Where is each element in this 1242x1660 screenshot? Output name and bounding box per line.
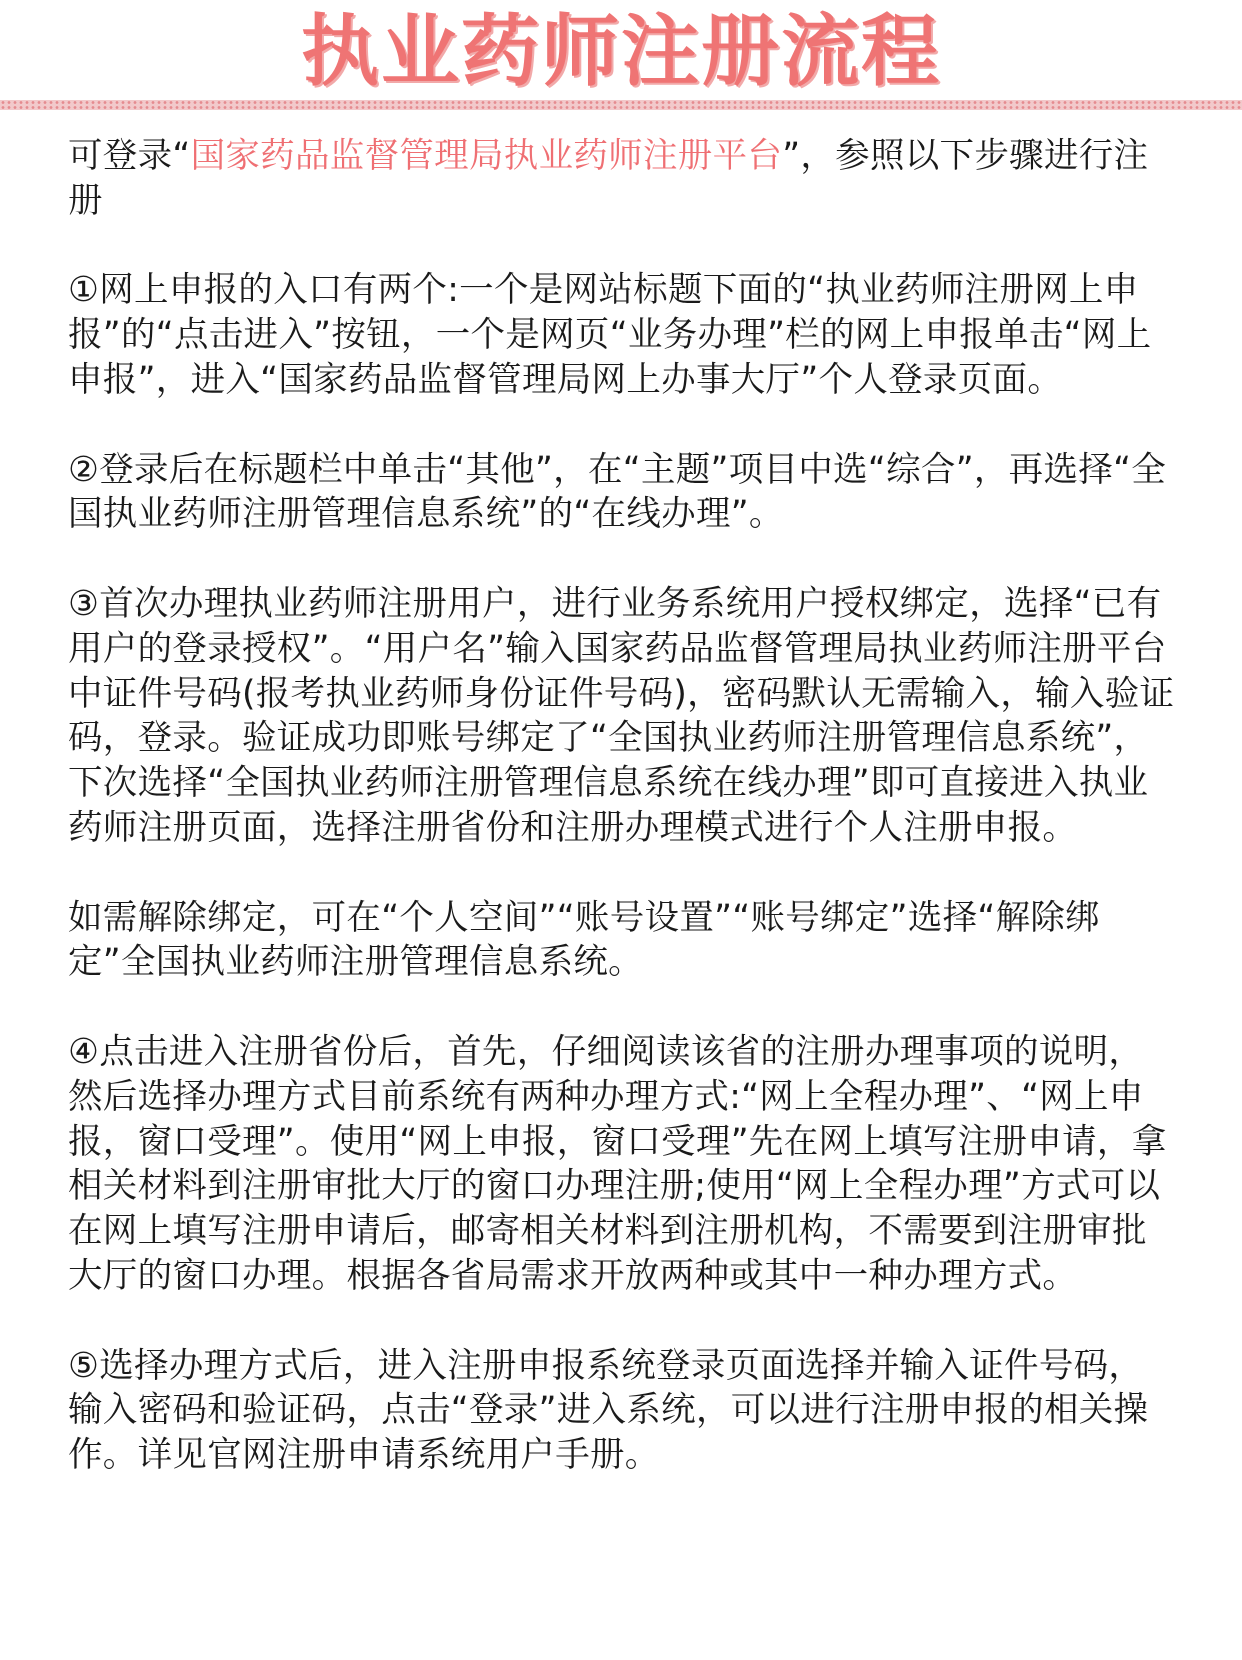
paragraph-gap xyxy=(68,224,1178,269)
step-4-paragraph: ④点击进入注册省份后，首先，仔细阅读该省的注册办理事项的说明，然后选择办理方式目前系统有两种办理方式:“网上全程办理”、“网上申报，窗口受理”。使用“网上申报，窗口受理”先在网上填写注册申请，拿相关材料到注册审批大厅的窗口办理注册;使用“网上全程办理”方式可以在网上填写注册申请后，邮寄相关材料到注册机构，不需要到注册审批大厅的窗口办理。根据各省局需求开放两种或其中一种办理方式。 xyxy=(68,1031,1167,1296)
paragraph-gap xyxy=(68,403,1178,448)
title-divider xyxy=(0,100,1242,110)
paragraph-gap xyxy=(68,851,1178,896)
step-5-paragraph: ⑤选择办理方式后，进入注册申报系统登录页面选择并输入证件号码，输入密码和验证码，点击“登录”进入系统，可以进行注册申报的相关操作。详见官网注册申请系统用户手册。 xyxy=(68,1345,1149,1476)
platform-name-highlight: 国家药品监督管理局执业药师注册平台 xyxy=(190,136,783,176)
article-body xyxy=(68,134,1178,1478)
step-3-paragraph: ③首次办理执业药师注册用户，进行业务系统用户授权绑定，选择“已有用户的登录授权”。“用户名”输入国家药品监督管理局执业药师注册平台中证件号码(报考执业药师身份证件号码)，密码默认无需输入，输入验证码，登录。验证成功即账号绑定了“全国执业药师注册管理信息系统”，下次选择“全国执业药师注册管理信息系统在线办理”即可直接进入执业药师注册页面，选择注册省份和注册办理模式进行个人注册申报。 xyxy=(68,583,1175,848)
unbind-note-paragraph: 如需解除绑定，可在“个人空间”“账号设置”“账号绑定”选择“解除绑定”全国执业药师注册管理信息系统。 xyxy=(68,897,1101,983)
step-1-paragraph: ①网上申报的入口有两个:一个是网站标题下面的“执业药师注册网上申报”的“点击进入”按钮，一个是网页“业务办理”栏的网上申报单击“网上申报”，进入“国家药品监督管理局网上办事大厅”个人登录页面。 xyxy=(68,270,1152,400)
intro-paragraph xyxy=(68,134,1178,224)
paragraph-gap xyxy=(68,537,1178,582)
step-2-paragraph: ②登录后在标题栏中单击“其他”，在“主题”项目中选“综合”，再选择“全国执业药师注册管理信息系统”的“在线办理”。 xyxy=(68,449,1167,535)
paragraph-gap xyxy=(68,1299,1178,1344)
page-title: 执业药师注册流程 xyxy=(300,7,941,97)
intro-suffix: ”，参照以下步骤进行注册 xyxy=(68,136,1149,221)
intro-prefix: 可登录“ xyxy=(68,136,191,176)
paragraph-gap xyxy=(68,985,1178,1030)
